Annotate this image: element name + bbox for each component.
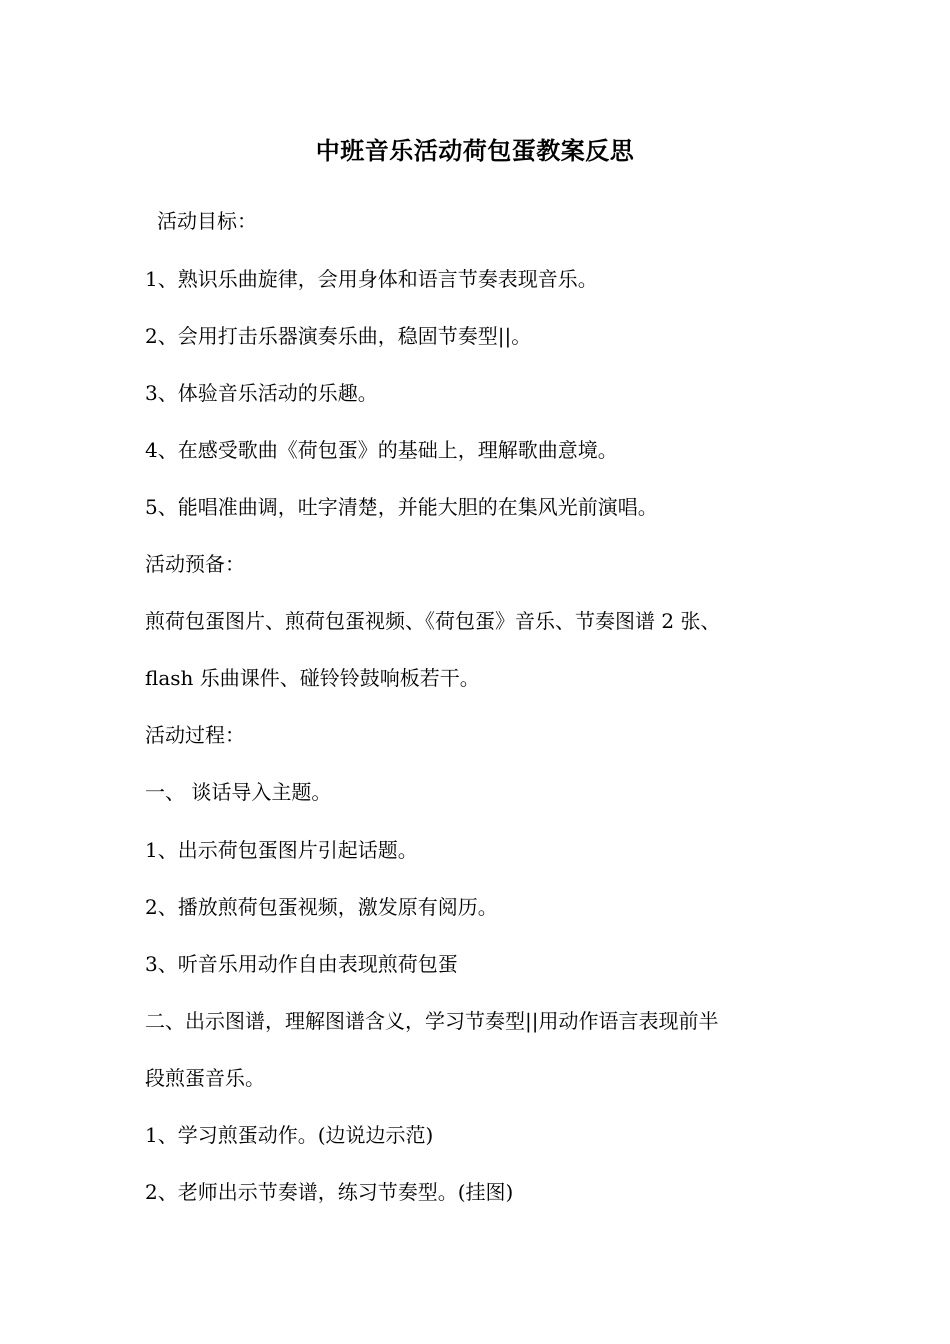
paragraph-line: 3、体验音乐活动的乐趣。 xyxy=(145,381,378,405)
paragraph-line: 段煎蛋音乐。 xyxy=(145,1066,265,1090)
paragraph-line: 2、会用打击乐器演奏乐曲，稳固节奏型||。 xyxy=(145,324,532,348)
paragraph-line: 1、熟识乐曲旋律，会用身体和语言节奏表现音乐。 xyxy=(145,267,598,291)
paragraph-line: 1、学习煎蛋动作。(边说边示范) xyxy=(145,1123,434,1147)
paragraph-line: 煎荷包蛋图片、煎荷包蛋视频、《荷包蛋》音乐、节奏图谱 2 张、 xyxy=(145,609,721,633)
section-heading-goals: 活动目标： xyxy=(157,209,257,233)
paragraph-line: 5、能唱准曲调，吐字清楚，并能大胆的在集风光前演唱。 xyxy=(145,495,658,519)
paragraph-line: 二、出示图谱，理解图谱含义，学习节奏型||用动作语言表现前半 xyxy=(145,1009,719,1033)
section-heading-process: 活动过程： xyxy=(145,723,245,747)
paragraph-line: flash 乐曲课件、碰铃铃鼓响板若干。 xyxy=(145,666,480,690)
paragraph-line: 2、老师出示节奏谱，练习节奏型。(挂图) xyxy=(145,1180,514,1204)
section-heading-preparation: 活动预备： xyxy=(145,552,245,576)
paragraph-line: 3、听音乐用动作自由表现煎荷包蛋 xyxy=(145,952,458,976)
paragraph-line: 一、 谈话导入主题。 xyxy=(145,780,332,804)
paragraph-line: 4、在感受歌曲《荷包蛋》的基础上，理解歌曲意境。 xyxy=(145,438,618,462)
paragraph-line: 2、播放煎荷包蛋视频，激发原有阅历。 xyxy=(145,895,498,919)
document-title: 中班音乐活动荷包蛋教案反思 xyxy=(315,136,635,165)
paragraph-line: 1、出示荷包蛋图片引起话题。 xyxy=(145,838,418,862)
